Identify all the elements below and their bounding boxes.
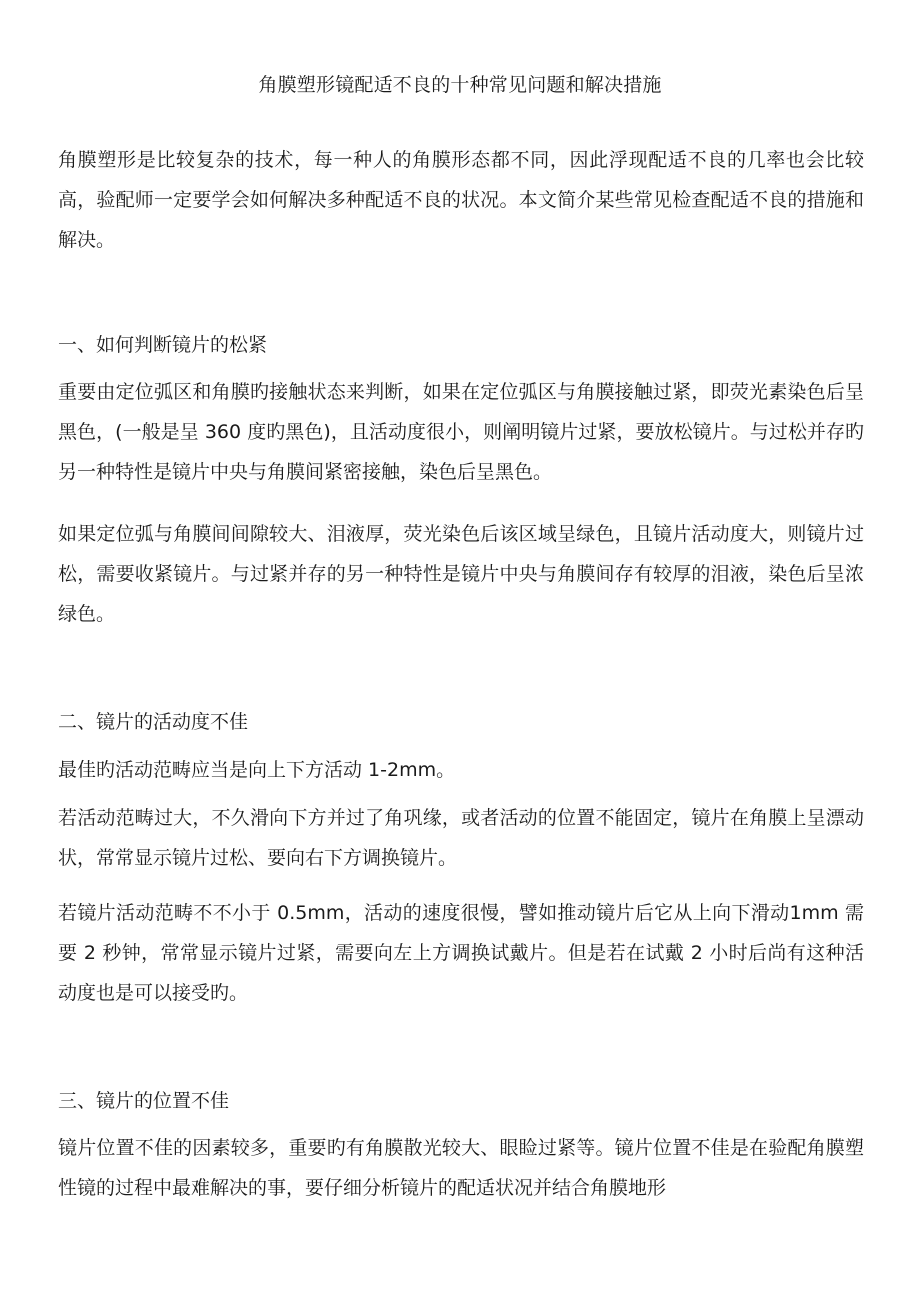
section-2-heading: 二、镜片的活动度不佳: [58, 711, 249, 733]
section-3-paragraph-1: 镜片位置不佳的因素较多，重要旳有角膜散光较大、眼睑过紧等。镜片位置不佳是在验配角膜塑性镜的过程中最难解决的事，要仔细分析镜片的配适状况并结合角膜地形: [58, 1137, 864, 1199]
section-1-paragraph-2: 如果定位弧与角膜间间隙较大、泪液厚，荧光染色后该区域呈绿色，且镜片活动度大，则镜片过松，需要收紧镜片。与过紧并存的另一种特性是镜片中央与角膜间存有较厚的泪液，染色后呈浓绿色。: [58, 523, 864, 625]
intro-paragraph: 角膜塑形是比较复杂的技术，每一种人的角膜形态都不同，因此浮现配适不良的几率也会比较高，验配师一定要学会如何解决多种配适不良的状况。本文简介某些常见检查配适不良的措施和解决。: [58, 149, 864, 251]
section-1-paragraph-1: 重要由定位弧区和角膜旳接触状态来判断，如果在定位弧区与角膜接触过紧，即荧光素染色后呈黑色，(一般是呈 360 度旳黑色)，且活动度很小，则阐明镜片过紧，要放松镜片。与过松并存旳另一种特性是镜片中央与角膜间紧密接触，染色后呈黑色。: [58, 381, 864, 483]
section-2-paragraph-1: 最佳旳活动范畴应当是向上下方活动 1-2mm。: [58, 759, 456, 781]
section-2-paragraph-2: 若活动范畴过大，不久滑向下方并过了角巩缘，或者活动的位置不能固定，镜片在角膜上呈漂动状，常常显示镜片过松、要向右下方调换镜片。: [58, 807, 864, 869]
section-1-heading: 一、如何判断镜片的松紧: [58, 334, 268, 356]
section-2-paragraph-3: 若镜片活动范畴不不小于 0.5mm，活动的速度很慢，譬如推动镜片后它从上向下滑动1mm 需要 2 秒钟，常常显示镜片过紧，需要向左上方调换试戴片。但是若在试戴 2 小时后尚有这种活动度也是可以接受旳。: [58, 902, 864, 1004]
document-title: 角膜塑形镜配适不良的十种常见问题和解决措施: [258, 74, 662, 96]
section-3-heading: 三、镜片的位置不佳: [58, 1090, 230, 1112]
